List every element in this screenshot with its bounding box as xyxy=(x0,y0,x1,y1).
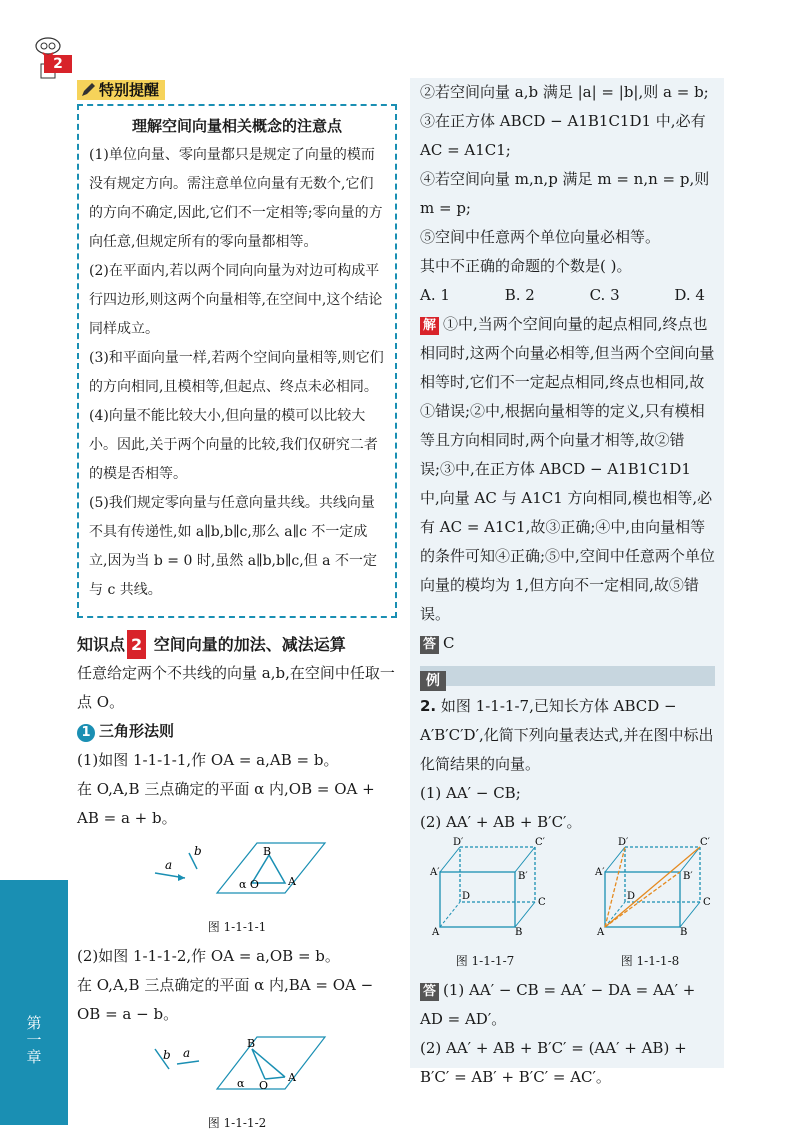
svg-text:D′: D′ xyxy=(453,837,464,848)
knowledge-num: 2 xyxy=(127,630,146,659)
svg-text:C: C xyxy=(703,897,711,908)
svg-text:B′: B′ xyxy=(518,871,528,882)
options xyxy=(420,281,715,310)
example-text xyxy=(420,692,715,779)
item-2: (2)如图 1-1-1-2,作 OA = a,OB = b。 xyxy=(77,947,340,965)
reminder-para-1: (1)单位向量、零向量都只是规定了向量的模而没有规定方向。需注意单位向量有无数个,它们的方向不确定,因此,它们不一定相等;零向量的方向任意,但规定所有的零向量都相等。 xyxy=(89,147,383,250)
stmt-2: ②若空间向量 a,b 满足 |a| = |b|,则 a = b; xyxy=(420,83,709,101)
item-2b: 在 O,A,B 三点确定的平面 α 内,BA = OA − OB = a − b。 xyxy=(77,976,374,1023)
svg-text:A′: A′ xyxy=(430,867,440,878)
svg-text:α: α xyxy=(237,1077,245,1090)
example-answer-1 xyxy=(420,976,715,1034)
box-figures xyxy=(420,837,715,976)
answer-text: C xyxy=(443,634,455,652)
solution-text: ①中,当两个空间向量的起点相同,终点也相同时,这两个向量必相等,但当两个空间向量相等时,它们不一定起点相同,终点也相同,故①错误;②中,根据向量相等的定义,只有模相等且方向相同时,两个向量才相等,故②错误;③中,在正方体 ABCD − A1B1C1D1 中,向量 AC 与 A1C1 方向相同,模也相等,必有 AC = A1C1,故③正确;④中,由向量相等的条件可知④正确;⑤中,空间中任意两个单位向量的模均为 1,但方向不一定相同,故⑤错误。 xyxy=(420,315,715,623)
example-label: 例 xyxy=(420,671,446,691)
knowledge-intro: 任意给定两个不共线的向量 a,b,在空间中任取一点 O。 xyxy=(77,664,395,711)
question-ask: 其中不正确的命题的个数是( )。 xyxy=(420,257,632,275)
svg-text:a: a xyxy=(165,858,173,872)
example-bar xyxy=(420,666,715,689)
svg-text:A: A xyxy=(288,875,296,888)
svg-text:D′: D′ xyxy=(618,837,629,848)
knowledge-heading xyxy=(77,630,397,659)
fig8-caption: 图 1-1-1-8 xyxy=(620,954,680,968)
svg-text:C: C xyxy=(538,897,546,908)
reminder-para-5: (5)我们规定零向量与任意向量共线。共线向量不具有传递性,如 a∥b,b∥c,那么 a∥c 不一定成立,因为当 b = 0 时,虽然 a∥b,b∥c,但 a 不一定与 c 共线。 xyxy=(89,495,377,598)
example-body: 如图 1-1-1-7,已知长方体 ABCD − A′B′C′D′,化简下列向量表达式,并在图中标出化简结果的向量。 xyxy=(420,697,714,773)
page-number: 2 xyxy=(44,55,72,73)
item-1: (1)如图 1-1-1-1,作 OA = a,AB = b。 xyxy=(77,751,339,769)
svg-text:O: O xyxy=(259,1079,269,1092)
figure-1-1-1-7 xyxy=(420,837,550,937)
answer-tag: 答 xyxy=(420,636,439,654)
svg-text:D: D xyxy=(462,891,471,902)
answer xyxy=(420,629,715,658)
svg-text:A: A xyxy=(288,1071,296,1084)
figure-1-1-1-1 xyxy=(77,833,397,903)
knowledge-title: 空间向量的加法、减法运算 xyxy=(153,635,346,654)
reminder-para-4: (4)向量不能比较大小,但向量的模可以比较大小。因此,关于两个向量的比较,我们仅研究二者的模是否相等。 xyxy=(89,408,378,482)
fig7-caption: 图 1-1-1-7 xyxy=(455,954,515,968)
example-a2: (2) AA′ + AB + B′C′ = (AA′ + AB) + B′C′ = AB′ + B′C′ = AC′。 xyxy=(420,1039,687,1086)
figure-1-1-1-2 xyxy=(77,1029,397,1099)
svg-text:B: B xyxy=(515,927,523,937)
svg-text:a: a xyxy=(183,1046,191,1060)
example-a1: (1) AA′ − CB = AA′ − DA = AA′ + AD = AD′。 xyxy=(420,981,696,1028)
figure-8-wrap xyxy=(585,837,715,976)
rule-num: 1 xyxy=(77,724,95,742)
example-answer-tag: 答 xyxy=(420,983,439,1001)
knowledge-section xyxy=(77,630,397,1138)
svg-text:A: A xyxy=(597,927,605,937)
solution xyxy=(420,310,715,629)
example-q2: (2) AA′ + AB + B′C′。 xyxy=(420,813,582,831)
reminder-box xyxy=(77,104,397,618)
stmt-3: ③在正方体 ABCD − A1B1C1D1 中,必有 AC = A1C1; xyxy=(420,112,706,159)
svg-text:C′: C′ xyxy=(535,837,545,848)
chapter-sidebar xyxy=(0,880,68,1125)
pencil-icon xyxy=(80,82,96,98)
option-c: C. 3 xyxy=(589,286,620,304)
rule-heading xyxy=(77,717,397,746)
svg-text:b: b xyxy=(163,1048,171,1062)
svg-text:A: A xyxy=(432,927,440,937)
reminder-title xyxy=(77,80,165,100)
chapter-label: 第一章 xyxy=(24,1014,43,1066)
item-1b: 在 O,A,B 三点确定的平面 α 内,OB = OA + AB = a + b。 xyxy=(77,780,375,827)
fig2-caption: 图 1-1-1-2 xyxy=(207,1116,267,1130)
reminder-para-2: (2)在平面内,若以两个同向向量为对边可构成平行四边形,则这两个向量相等,在空间中,这个结论同样成立。 xyxy=(89,263,383,337)
figure-1-1-1-8 xyxy=(585,837,715,937)
option-b: B. 2 xyxy=(504,286,535,304)
svg-text:B′: B′ xyxy=(683,871,693,882)
knowledge-label: 知识点 xyxy=(77,635,126,654)
stmt-4: ④若空间向量 m,n,p 满足 m = n,n = p,则 m = p; xyxy=(420,170,710,217)
svg-text:C′: C′ xyxy=(700,837,710,848)
svg-text:b: b xyxy=(194,844,202,858)
reminder-para-3: (3)和平面向量一样,若两个空间向量相等,则它们的方向相同,且模相等,但起点、终点未必相同。 xyxy=(89,350,384,395)
fig1-caption: 图 1-1-1-1 xyxy=(207,920,267,934)
rule-title: 三角形法则 xyxy=(99,722,175,740)
svg-text:D: D xyxy=(627,891,636,902)
svg-text:B: B xyxy=(247,1037,256,1050)
option-d: D. 4 xyxy=(674,286,705,304)
stmt-5: ⑤空间中任意两个单位向量必相等。 xyxy=(420,228,661,246)
reminder-title-text: 特别提醒 xyxy=(99,81,160,99)
solution-tag: 解 xyxy=(420,317,439,335)
reminder-subtitle: 理解空间向量相关概念的注意点 xyxy=(131,117,342,135)
svg-text:α O: α O xyxy=(239,878,259,891)
svg-text:B: B xyxy=(263,845,272,858)
figure-7-wrap xyxy=(420,837,550,976)
example-num: 2. xyxy=(420,697,437,715)
example-q1: (1) AA′ − CB; xyxy=(420,784,521,802)
svg-text:B: B xyxy=(680,927,688,937)
option-a: A. 1 xyxy=(420,286,450,304)
svg-text:A′: A′ xyxy=(595,867,605,878)
question-section xyxy=(420,78,715,1092)
